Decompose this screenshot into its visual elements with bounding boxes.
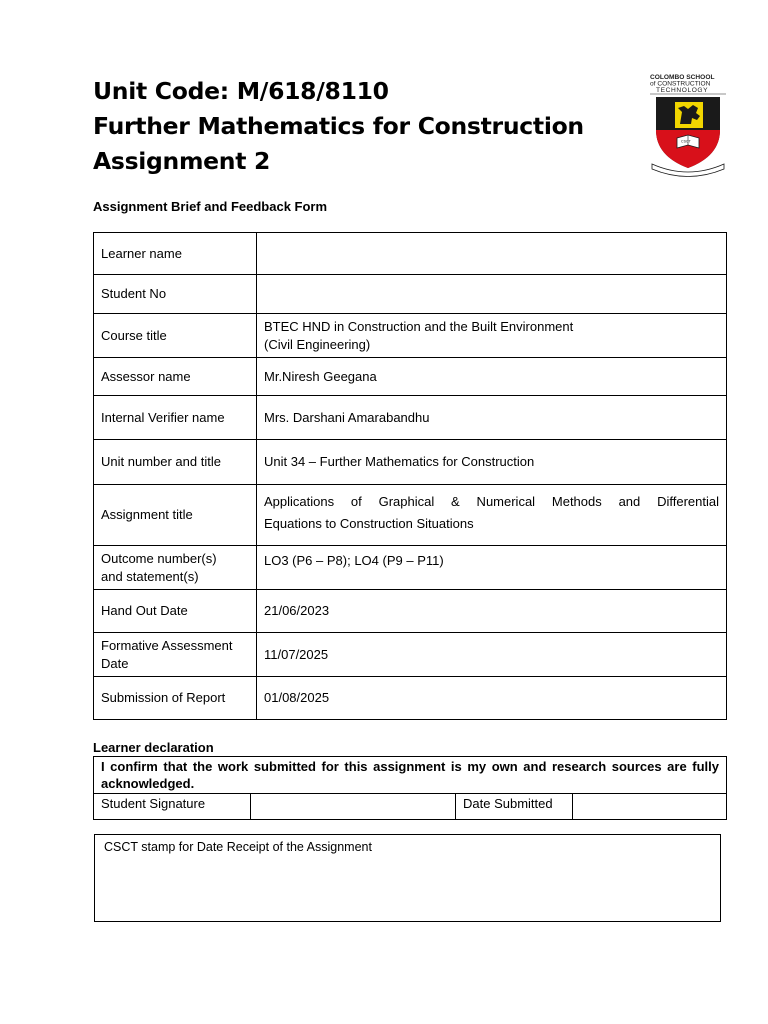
value-student-no[interactable] [257,275,727,314]
table-row [94,633,727,677]
form-title: Assignment Brief and Feedback Form [93,199,328,214]
book-text: CSCT [681,139,691,144]
table-row [94,275,727,314]
label-course-title: Course title [94,314,257,358]
assignment-heading: Assignment 2 [93,147,271,175]
table-row [94,757,727,794]
student-signature-field[interactable] [251,794,456,820]
learner-declaration-table [93,756,727,820]
label-learner-name: Learner name [94,233,257,275]
value-assessor-name: Mr.Niresh Geegana [257,358,727,396]
table-row [94,358,727,396]
table-row [94,590,727,633]
label-assignment-title: Assignment title [94,485,257,546]
logo-text-2: of CONSTRUCTION [650,80,711,88]
label-unit-number-title: Unit number and title [94,440,257,485]
value-hand-out-date: 21/06/2023 [257,590,727,633]
logo-text-3: TECHNOLOGY [656,87,709,94]
document-title [93,74,584,179]
label-hand-out-date: Hand Out Date [94,590,257,633]
value-submission-report: 01/08/2025 [257,677,727,720]
label-submission-report: Submission of Report [94,677,257,720]
value-internal-verifier: Mrs. Darshani Amarabandhu [257,396,727,440]
csct-logo [646,72,728,178]
table-row [94,396,727,440]
value-course-title: BTEC HND in Construction and the Built Environment (Civil Engineering) [257,314,727,358]
label-assessor-name: Assessor name [94,358,257,396]
label-formative-assessment: Formative Assessment Date [94,633,257,677]
table-row [94,440,727,485]
table-row [94,794,727,820]
declaration-statement: I confirm that the work submitted for this assignment is my own and research sources are fully acknowledged. [94,757,727,794]
logo-text-1: COLOMBO SCHOOL [650,74,715,81]
stamp-label: CSCT stamp for Date Receipt of the Assignment [104,840,372,854]
value-assignment-title: Applications of Graphical & Numerical Methods and Differential Equations to Construction Situations [257,485,727,546]
label-student-no: Student No [94,275,257,314]
date-submitted-label: Date Submitted [456,794,573,820]
learner-declaration-heading: Learner declaration [93,740,214,755]
unit-name-heading: Further Mathematics for Construction [93,112,584,140]
table-row [94,485,727,546]
value-unit-number-title: Unit 34 – Further Mathematics for Construction [257,440,727,485]
table-row [94,233,727,275]
assignment-details-table [93,232,727,720]
table-row [94,677,727,720]
value-learner-name[interactable] [257,233,727,275]
csct-stamp-box [94,834,721,922]
value-formative-assessment: 11/07/2025 [257,633,727,677]
student-signature-label: Student Signature [94,794,251,820]
value-outcome-numbers: LO3 (P6 – P8); LO4 (P9 – P11) [257,546,727,590]
label-internal-verifier: Internal Verifier name [94,396,257,440]
table-row [94,546,727,590]
date-submitted-field[interactable] [573,794,727,820]
unit-code-heading: Unit Code: M/618/8110 [93,77,389,105]
label-outcome-numbers: Outcome number(s) and statement(s) [94,546,257,590]
table-row [94,314,727,358]
